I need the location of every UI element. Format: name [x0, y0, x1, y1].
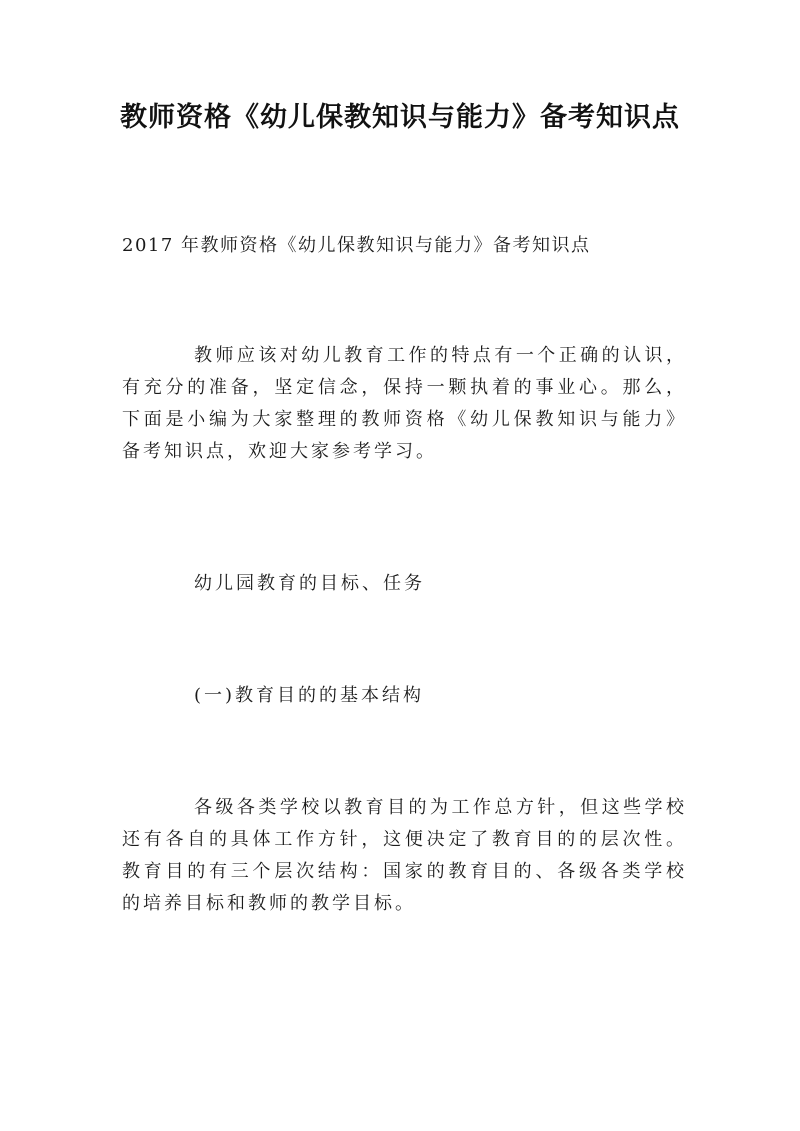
section-heading: 幼儿园教育的目标、任务 [194, 573, 425, 594]
body-paragraph: 各级各类学校以教育目的为工作总方针，但这些学校还有各自的具体工作方针，这便决定了教育目的的层次性。教育目的有三个层次结构：国家的教育目的、各级各类学校的培养目标和教师的教学目标。 [122, 797, 687, 914]
intro-paragraph: 教师应该对幼儿教育工作的特点有一个正确的认识，有充分的准备，坚定信念，保持一颗执着的事业心。那么，下面是小编为大家整理的教师资格《幼儿保教知识与能力》备考知识点，欢迎大家参考学习。 [122, 345, 687, 462]
document-title: 教师资格《幼儿保教知识与能力》备考知识点 [120, 102, 680, 133]
subsection-heading: (一)教育目的的基本结构 [194, 685, 425, 706]
document-subtitle: 2017 年教师资格《幼儿保教知识与能力》备考知识点 [122, 235, 591, 256]
